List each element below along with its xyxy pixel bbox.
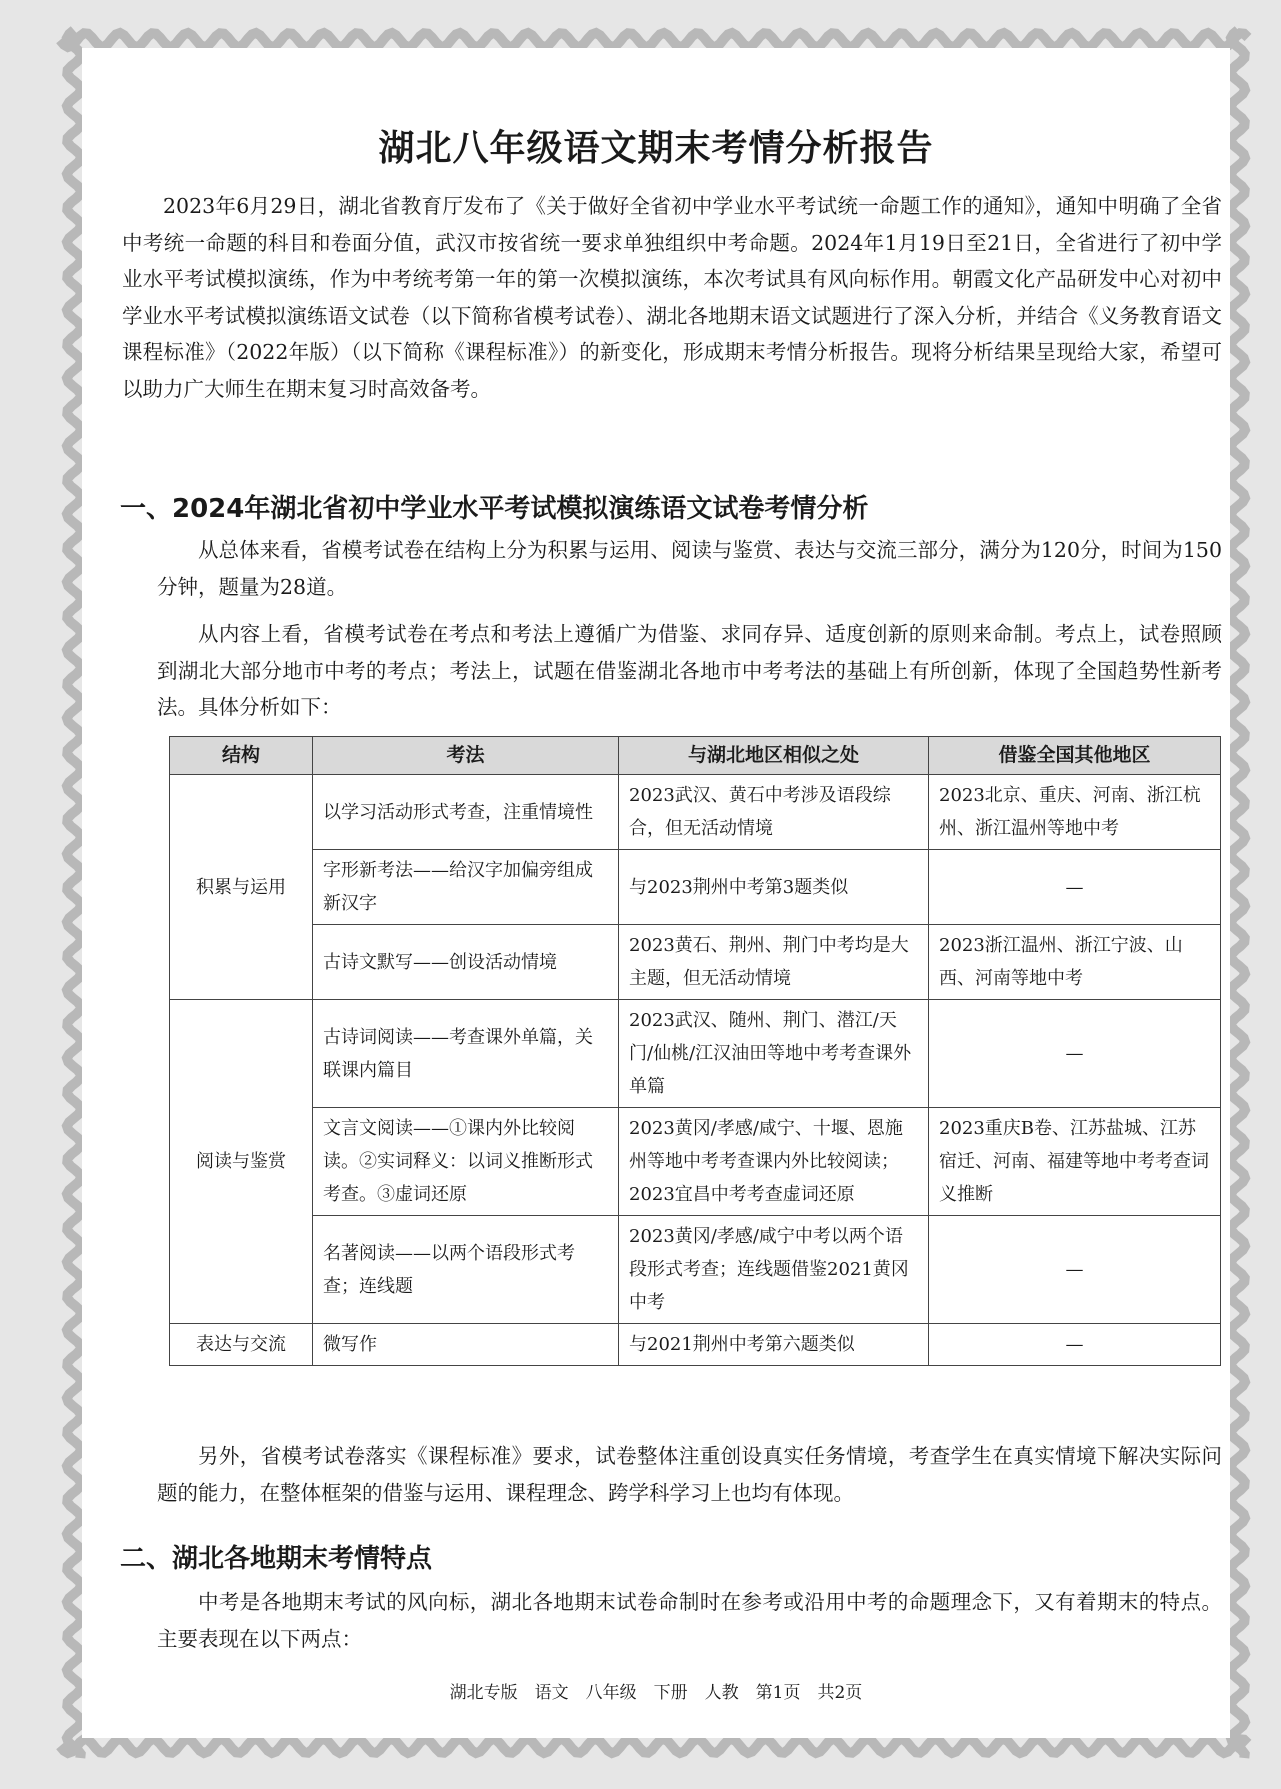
hubei-cell: 2023黄冈/孝感/咸宁中考以两个语段形式考查；连线题借鉴2021黄冈中考 — [619, 1216, 929, 1324]
table-header-cell: 结构 — [170, 737, 313, 775]
table-header-row — [170, 737, 1221, 775]
table-header-cell: 借鉴全国其他地区 — [929, 737, 1221, 775]
national-cell: — — [929, 1000, 1221, 1108]
table-row — [170, 925, 1221, 1000]
hubei-cell: 2023武汉、黄石中考涉及语段综合，但无活动情境 — [619, 775, 929, 850]
section-1-paragraph-3: 另外，省模考试卷落实《课程标准》要求，试卷整体注重创设真实任务情境，考查学生在真实情境下解决实际问题的能力，在整体框架的借鉴与运用、课程理念、跨学科学习上也均有体现。 — [157, 1444, 1222, 1505]
section-2-paragraph-1: 中考是各地期末考试的风向标，湖北各地期末试卷命制时在参考或沿用中考的命题理念下，又有着期末的特点。主要表现在以下两点： — [157, 1590, 1222, 1651]
table-row — [170, 1108, 1221, 1216]
table-row — [170, 775, 1221, 850]
hubei-cell: 与2021荆州中考第六题类似 — [619, 1324, 929, 1366]
section-1-paragraph-1: 从总体来看，省模考试卷在结构上分为积累与运用、阅读与鉴赏、表达与交流三部分，满分为120分，时间为150分钟，题量为28道。 — [157, 538, 1222, 599]
hubei-cell: 2023黄冈/孝感/咸宁、十堰、恩施州等地中考考查课内外比较阅读；2023宜昌中考考查虚词还原 — [619, 1108, 929, 1216]
analysis-table — [169, 736, 1221, 1366]
method-cell: 古诗词阅读——考查课外单篇，关联课内篇目 — [313, 1000, 619, 1108]
hubei-cell: 2023武汉、随州、荆门、潜江/天门/仙桃/江汉油田等地中考考查课外单篇 — [619, 1000, 929, 1108]
method-cell: 字形新考法——给汉字加偏旁组成新汉字 — [313, 850, 619, 925]
structure-cell: 阅读与鉴赏 — [170, 1000, 313, 1324]
national-cell: — — [929, 850, 1221, 925]
national-cell: 2023北京、重庆、河南、浙江杭州、浙江温州等地中考 — [929, 775, 1221, 850]
method-cell: 微写作 — [313, 1324, 619, 1366]
table-row — [170, 1216, 1221, 1324]
table-row — [170, 1324, 1221, 1366]
structure-cell: 积累与运用 — [170, 775, 313, 1000]
national-cell: — — [929, 1216, 1221, 1324]
method-cell: 文言文阅读——①课内外比较阅读。②实词释义：以词义推断形式考查。③虚词还原 — [313, 1108, 619, 1216]
section-1-paragraph-2: 从内容上看，省模考试卷在考点和考法上遵循广为借鉴、求同存异、适度创新的原则来命制。考点上，试卷照顾到湖北大部分地市中考的考点；考法上，试题在借鉴湖北各地市中考考法的基础上有所创新，体现了全国趋势性新考法。具体分析如下： — [157, 622, 1222, 719]
table-header-cell: 与湖北地区相似之处 — [619, 737, 929, 775]
page-footer: 湖北专版 语文 八年级 下册 人教 第1页 共2页 — [449, 1683, 863, 1703]
national-cell: 2023浙江温州、浙江宁波、山西、河南等地中考 — [929, 925, 1221, 1000]
table-row — [170, 1000, 1221, 1108]
table-row — [170, 850, 1221, 925]
section-1-heading: 一、2024年湖北省初中学业水平考试模拟演练语文试卷考情分析 — [120, 494, 869, 524]
document-page — [82, 48, 1230, 1738]
page-title: 湖北八年级语文期末考情分析报告 — [378, 128, 934, 169]
structure-cell: 表达与交流 — [170, 1324, 313, 1366]
table-header-cell: 考法 — [313, 737, 619, 775]
hubei-cell: 2023黄石、荆州、荆门中考均是大主题，但无活动情境 — [619, 925, 929, 1000]
hubei-cell: 与2023荆州中考第3题类似 — [619, 850, 929, 925]
intro-paragraph: 2023年6月29日，湖北省教育厅发布了《关于做好全省初中学业水平考试统一命题工作的通知》，通知中明确了全省中考统一命题的科目和卷面分值，武汉市按省统一要求单独组织中考命题。2024年1月19日至21日，全省进行了初中学业水平考试模拟演练，作为中考统考第一年的第一次模拟演练，本次考试具有风向标作用。朝霞文化产品研发中心对初中学业水平考试模拟演练语文试卷（以下简称省模考试卷）、湖北各地期末语文试题进行了深入分析，并结合《义务教育语文课程标准》（2022年版）（以下简称《课程标准》）的新变化，形成期末考情分析报告。现将分析结果呈现给大家，希望可以助力广大师生在期末复习时高效备考。 — [122, 194, 1222, 401]
method-cell: 名著阅读——以两个语段形式考查；连线题 — [313, 1216, 619, 1324]
national-cell: — — [929, 1324, 1221, 1366]
method-cell: 古诗文默写——创设活动情境 — [313, 925, 619, 1000]
method-cell: 以学习活动形式考查，注重情境性 — [313, 775, 619, 850]
national-cell: 2023重庆B卷、江苏盐城、江苏宿迁、河南、福建等地中考考查词义推断 — [929, 1108, 1221, 1216]
section-2-heading: 二、湖北各地期末考情特点 — [120, 1544, 433, 1574]
